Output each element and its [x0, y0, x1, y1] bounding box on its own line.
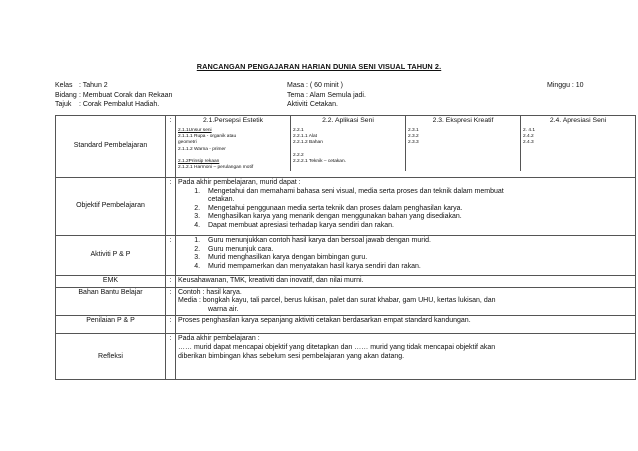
table-row — [56, 334, 636, 380]
row-label: Refleksi — [56, 334, 166, 380]
bahan-cell — [176, 287, 636, 316]
table-row — [56, 236, 636, 276]
standard-line: 2.1.2Prinsip rekaan — [178, 158, 220, 164]
masa-value: : ( 60 minit ) — [306, 82, 343, 89]
list-item: 2. Guru menunjuk cara. — [202, 246, 633, 255]
apresiasi-column — [520, 116, 635, 171]
list-item-continuation: cetakan. — [208, 196, 235, 204]
colon: : — [166, 276, 176, 288]
table-row — [56, 116, 636, 178]
refleksi-cell — [176, 334, 636, 380]
kelas-label: Kelas — [55, 82, 73, 89]
colon: : — [166, 236, 176, 276]
standard-line: 2.2.1.1 Alat — [293, 134, 318, 140]
standard-line: 2.1.1Unsur seni — [178, 128, 212, 133]
objektif-intro: Pada akhir pembelajaran, murid dapat : — [178, 179, 301, 186]
aktiviti-value: : Cetakan. — [306, 101, 338, 108]
tema-line — [287, 91, 366, 101]
column-heading: 2.1.Persepsi Estetik — [202, 117, 264, 124]
standard-line: 2.2.2 — [293, 152, 304, 158]
standard-line: 2. 4.1 — [523, 128, 536, 133]
page-title: RANCANGAN PENGAJARAN HARIAN DUNIA SENI VISUAL TAHUN 2. — [196, 62, 442, 71]
list-item: 3. Murid menghasilkan karya dengan bimbingan guru. — [202, 254, 633, 263]
standard-line: 2.1.1.2 Warna - primer — [178, 146, 226, 152]
ekspresi-column — [405, 116, 520, 171]
list-item: 4. Murid mempamerkan dan menyatakan hasil karya sendiri dan rakan. — [202, 263, 633, 272]
tajuk-value: : Corak Pembalut Hadiah. — [79, 101, 160, 108]
aktiviti-list — [178, 237, 633, 271]
standard-line: 2.4.3 — [523, 140, 534, 146]
list-item: 2. Mengetahui penggunaan media serta teknik dan proses dalam penghasilan karya. — [202, 205, 633, 214]
column-heading: 2.4. Apresiasi Seni — [549, 117, 607, 124]
tajuk-label: Tajuk — [55, 101, 72, 108]
row-label: Aktiviti P & P — [56, 236, 166, 276]
refleksi-line: diberikan bimbingan khas sebelum sesi pembelajaran yang akan datang. — [178, 352, 405, 360]
column-heading: 2.2. Aplikasi Seni — [322, 117, 374, 124]
standard-line: geometri — [178, 140, 197, 146]
row-label: EMK — [56, 276, 166, 288]
refleksi-line: Pada akhir pembelajaran : — [178, 335, 260, 343]
minggu-text: Minggu : 10 — [547, 82, 584, 89]
row-label: Penilaian P & P — [56, 316, 166, 334]
tema-value: : Alam Semula jadi. — [306, 91, 366, 99]
lesson-plan-table — [55, 115, 636, 380]
standard-line: 2.2.1 — [293, 128, 304, 133]
kelas-line — [55, 81, 108, 91]
objektif-cell — [176, 178, 636, 236]
aktiviti-line — [287, 100, 338, 110]
standard-line: 2.3.1 — [408, 128, 419, 133]
table-row — [56, 276, 636, 288]
objektif-list — [178, 188, 633, 231]
table-row — [56, 316, 636, 334]
standard-line: 2.1.1.1 Rupa - organik atau — [178, 134, 237, 140]
penilaian-cell: Proses penghasilan karya sepanjang aktiviti cetakan berdasarkan empat standard kandungan. — [176, 316, 636, 334]
list-item: 3. Menghasilkan karya yang menarik dengan menggunakan bahan yang disediakan. — [202, 213, 633, 222]
masa-label: Masa — [287, 82, 305, 89]
tajuk-line — [55, 100, 159, 110]
tema-label: Tema — [287, 91, 305, 99]
table-row — [56, 287, 636, 316]
bidang-line — [55, 91, 172, 101]
list-item: 4. Dapat membuat apresiasi terhadap karya sendiri dan rakan. — [202, 222, 633, 231]
aktiviti-cell — [176, 236, 636, 276]
colon: : — [166, 316, 176, 334]
masa-line — [287, 81, 343, 91]
table-row — [56, 178, 636, 236]
aplikasi-column — [290, 116, 405, 171]
refleksi-line: …… murid dapat mencapai objektif yang ditetapkan dan …… murid yang tidak mencapai objektif akan — [178, 343, 496, 351]
list-item: 1. Mengetahui dan memahami bahasa seni visual, media serta proses dan teknik dalam membuat — [202, 188, 633, 197]
colon: : — [166, 334, 176, 380]
bahan-line: Contoh : hasil karya. — [178, 288, 242, 296]
standard-line: 2.2.1.2 Bahan — [293, 140, 323, 146]
colon: : — [166, 178, 176, 236]
row-label: Objektif Pembelajaran — [56, 178, 166, 236]
colon: : — [166, 287, 176, 316]
emk-cell: Keusahawanan, TMK, kreativiti dan inovatif, dan nilai murni. — [176, 276, 636, 288]
standard-line: 2.2.2.1 Teknik – cetakan. — [293, 158, 346, 164]
standard-cell — [176, 116, 636, 178]
bahan-line: Media : bongkah kayu, tali parcel, berus lukisan, palet dan surat khabar, gam UHU, kertas lukisan, dan — [178, 297, 496, 305]
bahan-line: warna air. — [208, 305, 239, 313]
kelas-value: : Tahun 2 — [79, 82, 108, 89]
row-label: Bahan Bantu Belajar — [56, 287, 166, 316]
persepsi-column — [176, 116, 290, 171]
row-label: Standard Pembelajaran — [56, 116, 166, 178]
standard-line: 2.4.2 — [523, 134, 534, 140]
column-heading: 2.3. Ekspresi Kreatif — [432, 117, 494, 124]
aktiviti-label: Aktiviti — [287, 101, 308, 108]
standard-line: 2.1.2.1 Harmoni – perulangan motif — [178, 165, 254, 171]
bidang-value: : Membuat Corak dan Rekaan — [79, 91, 173, 99]
colon: : — [166, 116, 176, 178]
standard-line: 2.3.2 — [408, 134, 419, 140]
standard-columns — [176, 116, 635, 171]
bidang-label: Bidang — [55, 91, 77, 99]
list-item: 1. Guru menunjukkan contoh hasil karya dan bersoal jawab dengan murid. — [202, 237, 633, 246]
standard-line: 2.3.3 — [408, 140, 419, 146]
